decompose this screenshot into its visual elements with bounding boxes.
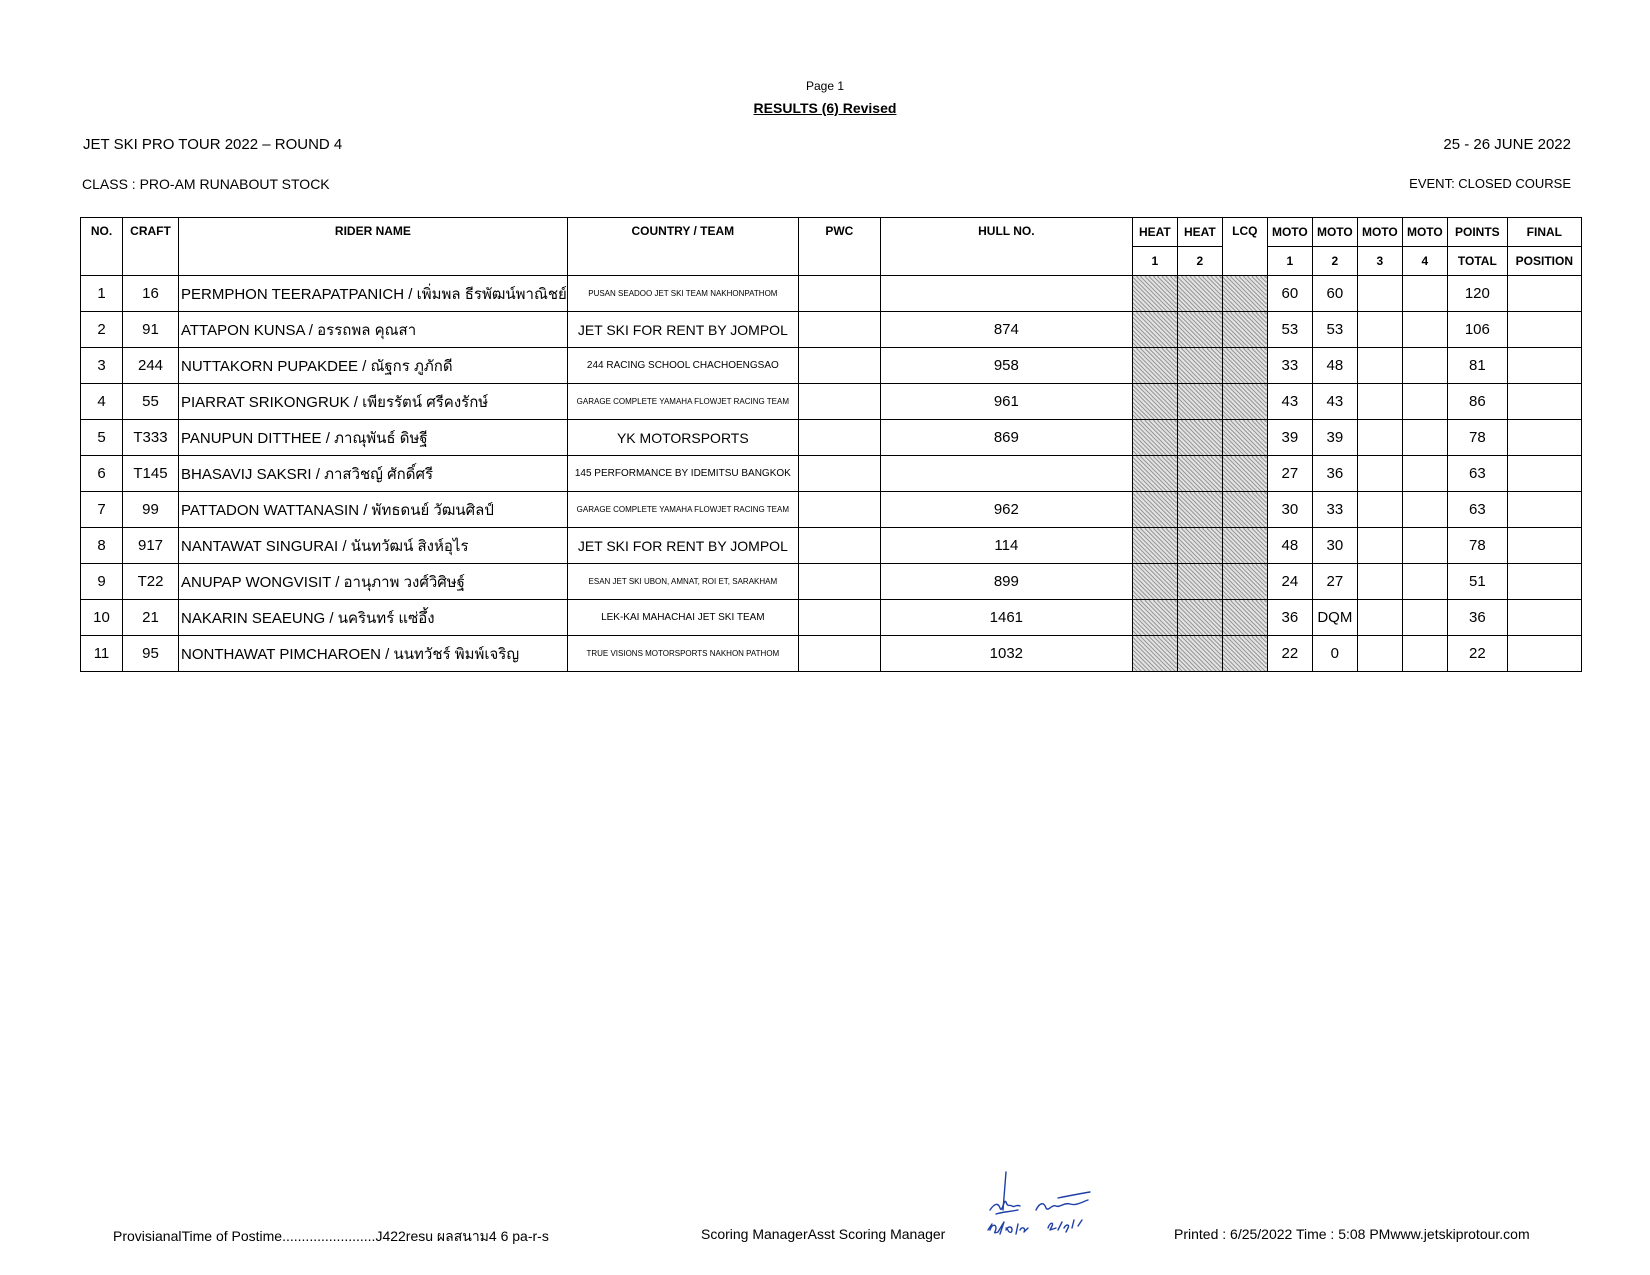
cell-heat2 [1177, 276, 1222, 312]
cell-craft: 55 [123, 384, 179, 420]
cell-heat1 [1132, 600, 1177, 636]
cell-final-position [1507, 636, 1581, 672]
cell-craft: T22 [123, 564, 179, 600]
cell-final-position [1507, 600, 1581, 636]
cell-moto4 [1402, 420, 1447, 456]
cell-country-team: LEK-KAI MAHACHAI JET SKI TEAM [567, 600, 798, 636]
cell-points-total: 63 [1447, 456, 1507, 492]
cell-moto1: 48 [1267, 528, 1312, 564]
cell-hull-no: 961 [880, 384, 1132, 420]
cell-country-team: TRUE VISIONS MOTORSPORTS NAKHON PATHOM [567, 636, 798, 672]
cell-moto4 [1402, 348, 1447, 384]
cell-craft: 917 [123, 528, 179, 564]
event-dates: 25 - 26 JUNE 2022 [1443, 136, 1571, 153]
cell-craft: 244 [123, 348, 179, 384]
cell-rider-name: PANUPUN DITTHEE / ภาณุพันธ์ ดิษฐี [179, 420, 568, 456]
cell-heat1 [1132, 420, 1177, 456]
class-label: CLASS : PRO-AM RUNABOUT STOCK [82, 176, 330, 192]
cell-craft: 99 [123, 492, 179, 528]
header-moto3-bottom: 3 [1357, 247, 1402, 276]
cell-points-total: 78 [1447, 528, 1507, 564]
header-heat2-top: HEAT [1177, 218, 1222, 247]
header-final-top: FINAL [1507, 218, 1581, 247]
header-points-bottom: TOTAL [1447, 247, 1507, 276]
cell-moto1: 43 [1267, 384, 1312, 420]
cell-no: 11 [81, 636, 123, 672]
header-moto4-top: MOTO [1402, 218, 1447, 247]
cell-moto3 [1357, 384, 1402, 420]
cell-moto3 [1357, 636, 1402, 672]
cell-heat1 [1132, 456, 1177, 492]
cell-rider-name: NONTHAWAT PIMCHAROEN / นนทวัชร์ พิมพ์เจริญ [179, 636, 568, 672]
cell-country-team: GARAGE COMPLETE YAMAHA FLOWJET RACING TEAM [567, 492, 798, 528]
table-row [81, 564, 1582, 600]
cell-points-total: 86 [1447, 384, 1507, 420]
cell-hull-no: 874 [880, 312, 1132, 348]
cell-pwc [798, 420, 880, 456]
cell-moto3 [1357, 420, 1402, 456]
cell-country-team: JET SKI FOR RENT BY JOMPOL [567, 312, 798, 348]
cell-moto1: 36 [1267, 600, 1312, 636]
cell-craft: 21 [123, 600, 179, 636]
table-row [81, 348, 1582, 384]
cell-rider-name: NUTTAKORN PUPAKDEE / ณัฐกร ภูภักดี [179, 348, 568, 384]
cell-rider-name: ATTAPON KUNSA / อรรถพล คุณสา [179, 312, 568, 348]
cell-no: 2 [81, 312, 123, 348]
cell-heat1 [1132, 384, 1177, 420]
cell-country-team: ESAN JET SKI UBON, AMNAT, ROI ET, SARAKHAM [567, 564, 798, 600]
cell-moto3 [1357, 348, 1402, 384]
cell-moto1: 30 [1267, 492, 1312, 528]
cell-hull-no: 962 [880, 492, 1132, 528]
header-no: NO. [81, 218, 123, 276]
cell-lcq [1222, 348, 1267, 384]
cell-heat2 [1177, 456, 1222, 492]
cell-final-position [1507, 492, 1581, 528]
cell-pwc [798, 492, 880, 528]
header-pwc: PWC [798, 218, 880, 276]
cell-heat2 [1177, 528, 1222, 564]
cell-lcq [1222, 456, 1267, 492]
cell-country-team: JET SKI FOR RENT BY JOMPOL [567, 528, 798, 564]
cell-points-total: 22 [1447, 636, 1507, 672]
cell-moto1: 60 [1267, 276, 1312, 312]
header-moto1-top: MOTO [1267, 218, 1312, 247]
cell-no: 10 [81, 600, 123, 636]
cell-no: 4 [81, 384, 123, 420]
cell-points-total: 36 [1447, 600, 1507, 636]
header-moto2-bottom: 2 [1312, 247, 1357, 276]
cell-moto4 [1402, 492, 1447, 528]
cell-craft: T145 [123, 456, 179, 492]
cell-moto3 [1357, 492, 1402, 528]
cell-points-total: 120 [1447, 276, 1507, 312]
cell-moto4 [1402, 276, 1447, 312]
cell-country-team: PUSAN SEADOO JET SKI TEAM NAKHONPATHOM [567, 276, 798, 312]
cell-pwc [798, 276, 880, 312]
cell-moto3 [1357, 600, 1402, 636]
cell-hull-no [880, 456, 1132, 492]
cell-rider-name: BHASAVIJ SAKSRI / ภาสวิชญ์ ศักดิ์ศรี [179, 456, 568, 492]
table-row [81, 384, 1582, 420]
table-row [81, 276, 1582, 312]
table-row [81, 420, 1582, 456]
cell-final-position [1507, 528, 1581, 564]
cell-moto2: 53 [1312, 312, 1357, 348]
cell-points-total: 81 [1447, 348, 1507, 384]
cell-rider-name: NAKARIN SEAEUNG / นครินทร์ แซ่อึ้ง [179, 600, 568, 636]
cell-moto4 [1402, 636, 1447, 672]
cell-heat1 [1132, 348, 1177, 384]
cell-hull-no [880, 276, 1132, 312]
cell-craft: 95 [123, 636, 179, 672]
cell-no: 6 [81, 456, 123, 492]
results-table [80, 217, 1582, 672]
event-name: JET SKI PRO TOUR 2022 – ROUND 4 [83, 136, 343, 153]
cell-moto1: 27 [1267, 456, 1312, 492]
cell-moto2: DQM [1312, 600, 1357, 636]
cell-hull-no: 869 [880, 420, 1132, 456]
cell-lcq [1222, 600, 1267, 636]
table-header [81, 218, 1582, 276]
table-row [81, 600, 1582, 636]
cell-moto1: 33 [1267, 348, 1312, 384]
header-heat2-bottom: 2 [1177, 247, 1222, 276]
header-hull-no: HULL NO. [880, 218, 1132, 276]
cell-pwc [798, 636, 880, 672]
table-body [81, 276, 1582, 672]
cell-heat1 [1132, 492, 1177, 528]
cell-moto2: 60 [1312, 276, 1357, 312]
cell-lcq [1222, 564, 1267, 600]
cell-moto4 [1402, 456, 1447, 492]
cell-final-position [1507, 564, 1581, 600]
handwritten-signature-graphic [978, 1168, 1118, 1238]
signature-image [978, 1168, 1118, 1243]
cell-rider-name: ANUPAP WONGVISIT / อานุภาพ วงศ์วิศิษฐ์ [179, 564, 568, 600]
cell-craft: T333 [123, 420, 179, 456]
cell-moto2: 27 [1312, 564, 1357, 600]
cell-final-position [1507, 276, 1581, 312]
cell-heat2 [1177, 636, 1222, 672]
cell-lcq [1222, 636, 1267, 672]
cell-moto1: 53 [1267, 312, 1312, 348]
cell-rider-name: PIARRAT SRIKONGRUK / เพียรรัตน์ ศรีคงรักษ์ [179, 384, 568, 420]
cell-final-position [1507, 312, 1581, 348]
cell-lcq [1222, 276, 1267, 312]
footer-scoring-managers: Scoring ManagerAsst Scoring Manager [701, 1226, 946, 1242]
cell-pwc [798, 312, 880, 348]
cell-heat2 [1177, 492, 1222, 528]
cell-heat2 [1177, 600, 1222, 636]
cell-hull-no: 1032 [880, 636, 1132, 672]
header-moto2-top: MOTO [1312, 218, 1357, 247]
header-rider-name: RIDER NAME [179, 218, 568, 276]
cell-heat2 [1177, 312, 1222, 348]
cell-moto2: 48 [1312, 348, 1357, 384]
cell-no: 5 [81, 420, 123, 456]
event-type: EVENT: CLOSED COURSE [1409, 176, 1571, 191]
cell-pwc [798, 384, 880, 420]
cell-hull-no: 114 [880, 528, 1132, 564]
cell-hull-no: 1461 [880, 600, 1132, 636]
cell-lcq [1222, 384, 1267, 420]
cell-moto3 [1357, 276, 1402, 312]
document-title: RESULTS (6) Revised [753, 100, 897, 116]
cell-hull-no: 899 [880, 564, 1132, 600]
cell-moto3 [1357, 456, 1402, 492]
header-lcq: LCQ [1222, 218, 1267, 276]
cell-lcq [1222, 528, 1267, 564]
cell-heat2 [1177, 384, 1222, 420]
cell-final-position [1507, 384, 1581, 420]
footer-print-info: Printed : 6/25/2022 Time : 5:08 PMwww.jetskiprotour.com [1174, 1226, 1530, 1242]
table-row [81, 492, 1582, 528]
table-row [81, 636, 1582, 672]
cell-points-total: 63 [1447, 492, 1507, 528]
cell-no: 9 [81, 564, 123, 600]
cell-moto3 [1357, 564, 1402, 600]
cell-heat1 [1132, 276, 1177, 312]
cell-moto2: 43 [1312, 384, 1357, 420]
cell-rider-name: PATTADON WATTANASIN / พัทธดนย์ วัฒนศิลป์ [179, 492, 568, 528]
cell-moto1: 39 [1267, 420, 1312, 456]
cell-no: 1 [81, 276, 123, 312]
cell-moto2: 36 [1312, 456, 1357, 492]
cell-moto4 [1402, 384, 1447, 420]
cell-no: 8 [81, 528, 123, 564]
cell-points-total: 106 [1447, 312, 1507, 348]
cell-pwc [798, 456, 880, 492]
header-country-team: COUNTRY / TEAM [567, 218, 798, 276]
cell-points-total: 51 [1447, 564, 1507, 600]
cell-pwc [798, 564, 880, 600]
cell-moto4 [1402, 528, 1447, 564]
cell-no: 3 [81, 348, 123, 384]
cell-craft: 16 [123, 276, 179, 312]
cell-lcq [1222, 420, 1267, 456]
cell-heat1 [1132, 636, 1177, 672]
cell-country-team: YK MOTORSPORTS [567, 420, 798, 456]
header-heat1-bottom: 1 [1132, 247, 1177, 276]
cell-craft: 91 [123, 312, 179, 348]
cell-moto1: 24 [1267, 564, 1312, 600]
header-moto3-top: MOTO [1357, 218, 1402, 247]
cell-final-position [1507, 348, 1581, 384]
cell-moto1: 22 [1267, 636, 1312, 672]
cell-moto4 [1402, 312, 1447, 348]
cell-hull-no: 958 [880, 348, 1132, 384]
cell-country-team: 244 RACING SCHOOL CHACHOENGSAO [567, 348, 798, 384]
cell-points-total: 78 [1447, 420, 1507, 456]
cell-moto2: 33 [1312, 492, 1357, 528]
cell-heat2 [1177, 420, 1222, 456]
cell-pwc [798, 528, 880, 564]
table-row [81, 456, 1582, 492]
cell-no: 7 [81, 492, 123, 528]
page-number: Page 1 [805, 79, 845, 93]
table-row [81, 528, 1582, 564]
cell-country-team: 145 PERFORMANCE BY IDEMITSU BANGKOK [567, 456, 798, 492]
cell-moto2: 0 [1312, 636, 1357, 672]
cell-moto3 [1357, 528, 1402, 564]
cell-heat2 [1177, 348, 1222, 384]
cell-pwc [798, 600, 880, 636]
cell-heat1 [1132, 564, 1177, 600]
cell-lcq [1222, 312, 1267, 348]
footer-posting-info: ProvisianalTime of Postime........................J422resu ผลสนาม4 6 pa-r-s [113, 1228, 549, 1244]
cell-moto3 [1357, 312, 1402, 348]
cell-lcq [1222, 492, 1267, 528]
cell-heat1 [1132, 312, 1177, 348]
cell-pwc [798, 348, 880, 384]
header-points-top: POINTS [1447, 218, 1507, 247]
cell-moto2: 39 [1312, 420, 1357, 456]
cell-moto4 [1402, 600, 1447, 636]
cell-country-team: GARAGE COMPLETE YAMAHA FLOWJET RACING TEAM [567, 384, 798, 420]
cell-final-position [1507, 456, 1581, 492]
cell-rider-name: PERMPHON TEERAPATPANICH / เพิ่มพล ธีรพัฒน์พาณิชย์ [179, 276, 568, 312]
header-heat1-top: HEAT [1132, 218, 1177, 247]
header-moto1-bottom: 1 [1267, 247, 1312, 276]
header-final-bottom: POSITION [1507, 247, 1581, 276]
cell-final-position [1507, 420, 1581, 456]
header-moto4-bottom: 4 [1402, 247, 1447, 276]
cell-heat2 [1177, 564, 1222, 600]
cell-heat1 [1132, 528, 1177, 564]
cell-moto4 [1402, 564, 1447, 600]
cell-rider-name: NANTAWAT SINGURAI / นันทวัฒน์ สิงห์อุไร [179, 528, 568, 564]
header-craft: CRAFT [123, 218, 179, 276]
cell-moto2: 30 [1312, 528, 1357, 564]
table-row [81, 312, 1582, 348]
